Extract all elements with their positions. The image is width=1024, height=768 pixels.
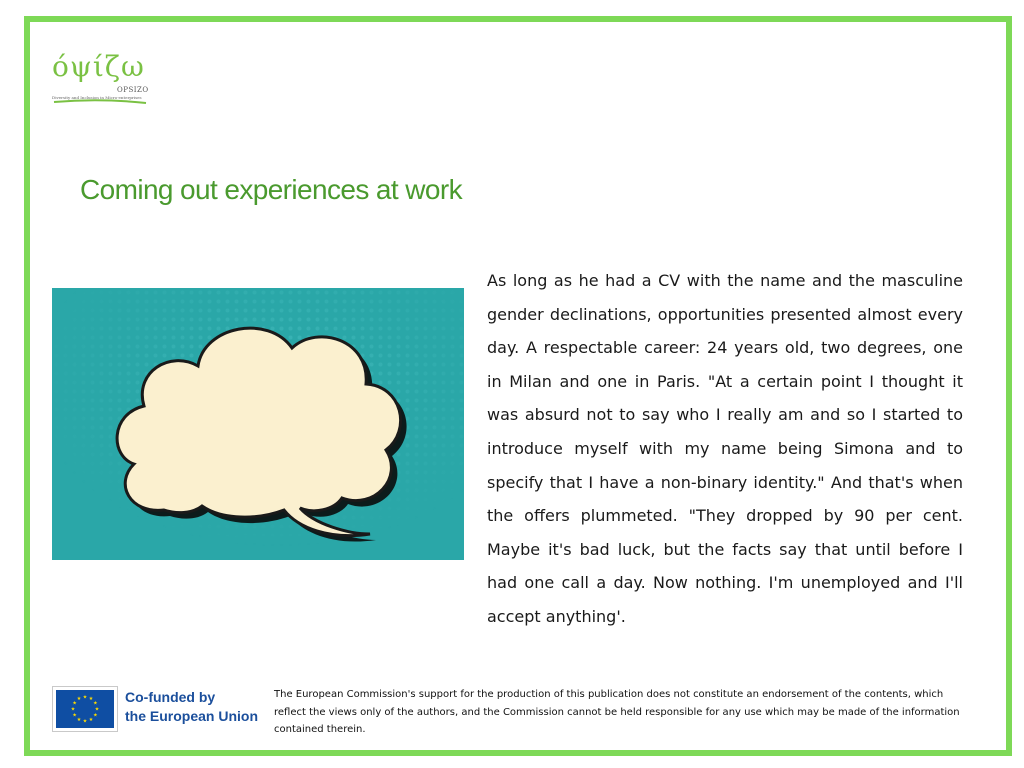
- eu-star-icon: ★: [76, 716, 82, 723]
- eu-star-icon: ★: [72, 712, 77, 719]
- logo-greek-text: όψίζω: [52, 50, 145, 83]
- eu-star-icon: ★: [82, 718, 88, 725]
- eu-star-icon: ★: [88, 716, 94, 723]
- story-paragraph: As long as he had a CV with the name and the masculine gender declinations, opportunities presented almost every day. A respectable career: 24 years old, two degrees, one in Milan and one in Paris. "At a certain point I thought it was absurd not to say who I really am and so I started to introduce myself with my name being Simona and to specify that I have a non-binary identity." And that's when the offers plummeted. "They dropped by 90 per cent. Maybe it's bad luck, but the facts say that until before I had one call a day. Now nothing. I'm unemployed and I'll accept anything'.: [487, 271, 963, 626]
- eu-star-icon: ★: [82, 694, 88, 701]
- logo-name: OPSIZO: [117, 86, 149, 94]
- logo-tagline: Diversity and Inclusion in Micro-enterprises: [52, 95, 142, 100]
- thought-bubble-illustration: [52, 288, 464, 560]
- eu-star-icon: ★: [93, 700, 98, 707]
- opsizo-logo: [52, 50, 152, 110]
- slide-title: Coming out experiences at work: [80, 174, 462, 205]
- eu-star-icon: ★: [94, 706, 100, 713]
- eu-star-icon: ★: [72, 700, 77, 707]
- eu-label-line2: the European Union: [125, 708, 258, 724]
- eu-star-icon: ★: [76, 696, 82, 703]
- logo-swoosh-icon: [52, 98, 148, 106]
- eu-star-icon: ★: [70, 706, 76, 713]
- eu-label-line1: Co-funded by: [125, 689, 216, 705]
- thought-bubble-icon: [52, 288, 464, 560]
- eu-flag-icon: [52, 686, 118, 732]
- eu-star-icon: ★: [88, 696, 94, 703]
- eu-star-icon: ★: [93, 712, 98, 719]
- eu-cofunded-label: [125, 688, 258, 726]
- eu-disclaimer: The European Commission's support for the production of this publication does not constitute an endorsement of the contents, which reflect the views only of the authors, and the Commission cannot be held responsible for any use which may be made of the information contained therein.: [274, 689, 960, 735]
